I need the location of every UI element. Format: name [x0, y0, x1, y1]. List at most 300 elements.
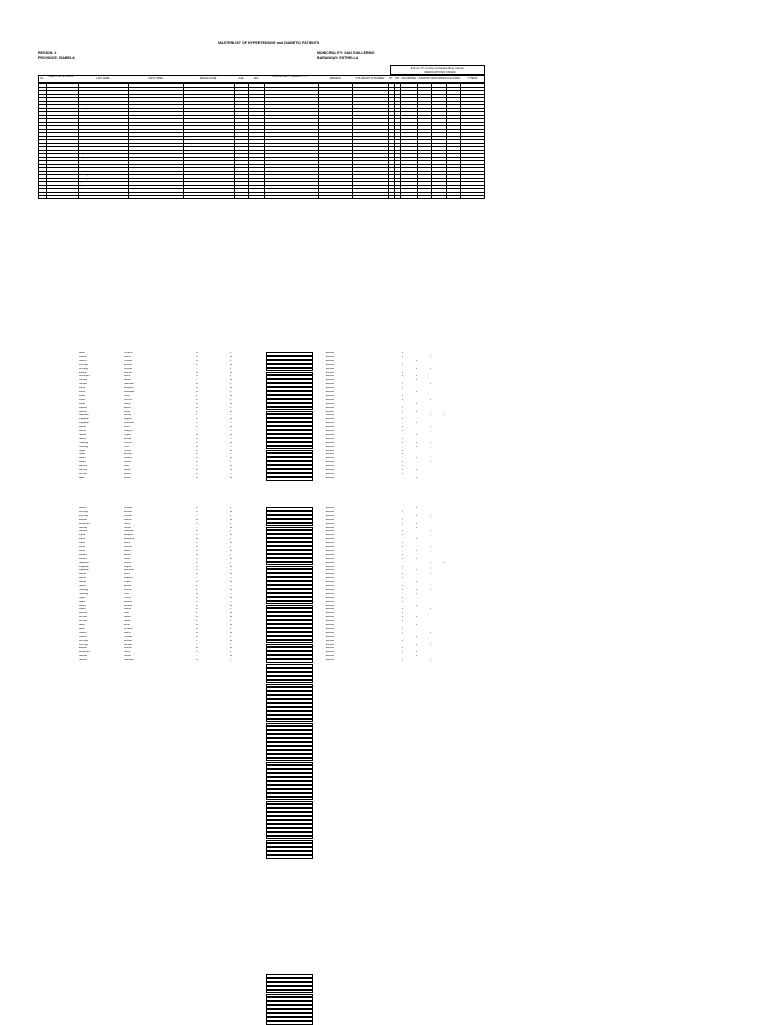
page2-address: Estrella [326, 394, 334, 397]
page2-middle-name: S [196, 410, 198, 413]
check-mark: x [389, 107, 391, 110]
row-rule [38, 171, 485, 172]
row-number: 6 [39, 100, 41, 103]
page2-middle-name: B [196, 437, 198, 440]
row-address: Estrella [322, 118, 330, 121]
municipality-label: MUNICIPALITY: SAN GUILLERMO [317, 51, 375, 55]
row-address: Estrella [322, 170, 330, 173]
page3-first-name: Editha [124, 553, 131, 556]
row-sex: F [253, 114, 255, 117]
check-mark: x [402, 355, 404, 358]
check-mark: x [402, 627, 404, 630]
row-dob: 09/30/1962 [285, 97, 297, 100]
check-mark: x [423, 118, 425, 121]
row-last-name: Natividad [79, 149, 89, 152]
page2-sex: M [230, 441, 232, 444]
page2-last-name: Ramos [79, 430, 87, 432]
page3-address: Estrella [326, 624, 334, 626]
row-address: Estrella [322, 149, 330, 152]
page3-sex: F [230, 627, 232, 630]
row-sex: F [253, 107, 255, 110]
page3-first-name: Teresita [124, 507, 133, 509]
row-number: 20 [39, 149, 42, 152]
page2-first-name: Rodolfo [124, 371, 132, 374]
page2-sex: M [230, 410, 232, 413]
page2-last-name: Valdez [79, 457, 86, 460]
page3-dob: 05/12/1957 [276, 565, 288, 568]
page2-address: Estrella [326, 472, 334, 475]
page3-first-name: Perla [124, 592, 130, 595]
row-last-name: Mariano [79, 146, 88, 149]
page3-last-name: Esteban [79, 647, 88, 650]
page3-middle-name: G [196, 553, 198, 556]
row-address: Estrella [322, 93, 330, 96]
page2-address: Estrella [326, 363, 334, 366]
page2-last-name: Ancheta [79, 472, 88, 475]
check-mark: x [395, 160, 397, 163]
row-address: Estrella [322, 188, 330, 191]
page2-sex: F [230, 375, 232, 378]
empty-dob-box [266, 855, 313, 859]
row-number: 7 [39, 104, 41, 107]
row-first-name: Erlinda [130, 170, 138, 173]
page3-dob: 01/08/1958 [276, 546, 288, 548]
page3-dob: 04/22/1963 [276, 585, 288, 587]
page3-address: Estrella [326, 596, 334, 599]
page3-dob: 10/11/1951 [276, 530, 288, 533]
page3-last-name: Santos [79, 585, 87, 587]
page3-last-name: Castillo [79, 507, 87, 509]
row-rule [38, 143, 485, 144]
row-last-name: Balisi [79, 90, 85, 93]
row-middle-name: Dumlao [185, 160, 193, 163]
page3-sex: F [230, 620, 232, 623]
page2-first-name: Jose [124, 465, 129, 468]
check-mark: x [402, 472, 404, 475]
row-sex: M [253, 181, 255, 184]
check-mark: x [389, 128, 391, 131]
row-address: Estrella [322, 97, 330, 100]
row-rule [38, 97, 485, 98]
page2-last-name: Esteban [79, 371, 88, 374]
row-last-name: Gamiao [79, 118, 88, 121]
page2-first-name: Perla [124, 445, 130, 448]
page3-sex: F [230, 608, 232, 611]
check-mark: x [416, 635, 418, 638]
page3-dob: 12/20/1959 [276, 569, 288, 572]
row-middle-name: Baquiran [185, 181, 195, 184]
page3-last-name: Gamiao [79, 655, 88, 658]
page3-middle-name: A [196, 608, 198, 611]
col-middle-name: MIDDLE NAME [199, 77, 217, 80]
page3-sex: M [230, 604, 232, 607]
row-dob: 08/06/1966 [285, 149, 297, 152]
page3-sex: F [230, 585, 232, 587]
page3-sex: F [230, 546, 232, 548]
page2-dob: 04/12/1958 [276, 469, 288, 471]
page3-dob: 08/06/1966 [276, 561, 288, 564]
col-philhealth: PHILHEALTH ID NUMBER [355, 77, 385, 80]
check-mark: x [406, 142, 408, 145]
page3-last-name: Fernandez [79, 522, 90, 525]
check-mark: x [402, 398, 404, 401]
page2-sex: M [230, 379, 232, 382]
row-address: Estrella [322, 146, 330, 149]
row-sex: F [253, 184, 255, 187]
row-sex: F [253, 170, 255, 173]
page3-middle-name: U [196, 565, 198, 568]
page3-middle-name: R [196, 549, 198, 552]
check-mark: x [430, 514, 432, 517]
row-address: Estrella [322, 177, 330, 180]
page3-last-name: Balisi [79, 624, 85, 626]
page2-last-name: Ibarra [79, 387, 86, 390]
row-rule [38, 115, 485, 116]
check-mark: x [437, 149, 439, 152]
page3-last-name: Santos [79, 581, 87, 584]
page2-address: Estrella [326, 426, 334, 429]
row-last-name: Santos [79, 170, 87, 173]
page2-address: Estrella [326, 422, 334, 425]
row-middle-name: Pascual [185, 104, 194, 107]
check-mark: x [430, 355, 432, 358]
page2-middle-name: A [196, 398, 198, 401]
row-number: 15 [39, 132, 42, 135]
row-dob: 08/17/1959 [285, 111, 297, 114]
row-address: Estrella [322, 191, 330, 194]
page2-first-name: Aurora [124, 414, 131, 417]
page3-sex: M [230, 565, 232, 568]
check-mark: x [402, 530, 404, 533]
check-mark: x [416, 469, 418, 471]
page2-address: Estrella [326, 410, 334, 413]
row-last-name: Pagaduan [79, 153, 90, 156]
row-sex: M [253, 195, 255, 198]
row-first-name: Honorio [130, 174, 139, 177]
page3-dob: 01/17/1958 [276, 592, 288, 595]
row-dob: 09/23/1956 [285, 132, 297, 135]
row-sex: M [253, 104, 255, 107]
check-mark: x [395, 107, 397, 110]
check-mark: x [416, 604, 418, 607]
row-first-name: Danilo [130, 139, 137, 142]
page2-dob-box [266, 477, 313, 481]
row-last-name: Ugale [79, 184, 86, 187]
row-sex: M [253, 132, 255, 135]
check-mark: x [423, 114, 425, 117]
row-middle-name: Bueno [185, 100, 192, 103]
row-dob: 06/14/1964 [285, 100, 297, 103]
check-mark: x [389, 160, 391, 163]
row-first-name: Editha [130, 142, 137, 145]
row-dob: 01/08/1958 [285, 135, 297, 138]
check-mark: x [430, 643, 432, 646]
row-first-name: Rosita [130, 86, 137, 89]
page2-first-name: Arturo [124, 426, 131, 429]
row-rule [38, 108, 485, 109]
col-dm: DM [395, 77, 399, 80]
page2-first-name: Remedios [124, 422, 135, 425]
page2-address: Estrella [326, 355, 334, 358]
row-middle-name: Alonzo [185, 191, 193, 194]
row-dob: 05/28/1948 [285, 118, 297, 121]
row-rule [38, 167, 485, 168]
check-mark: x [389, 142, 391, 145]
check-mark: x [402, 518, 404, 521]
page3-first-name: Remedios [124, 569, 135, 572]
row-middle-name: Pascua [185, 184, 193, 187]
page3-address: Estrella [326, 651, 334, 654]
row-sex: M [253, 188, 255, 191]
check-mark: x [389, 174, 391, 177]
row-number: 1 [39, 83, 41, 86]
row-middle-name: Mateo [185, 128, 192, 131]
page3-last-name: Balisi [79, 627, 85, 630]
page2-sex: M [230, 418, 232, 421]
row-last-name: Ancheta [79, 83, 88, 86]
page2-middle-name: U [196, 418, 198, 421]
page2-first-name: Natividad [124, 383, 134, 386]
page3-first-name: Rogelio [124, 565, 132, 568]
page3-first-name: Benjamin [124, 534, 134, 537]
check-mark: x [430, 546, 432, 548]
page3-middle-name: L [196, 588, 198, 591]
page3-middle-name: T [196, 526, 198, 529]
row-last-name: Zamora [79, 195, 87, 198]
page3-first-name: Ricardo [124, 604, 132, 607]
page2-address: Estrella [326, 449, 334, 452]
page2-dob: 07/22/1960 [276, 472, 288, 475]
check-mark: x [389, 163, 391, 166]
page3-middle-name: B [196, 635, 198, 638]
row-sex: M [253, 153, 255, 156]
check-mark: x [402, 534, 404, 537]
page2-first-name: Felipe [124, 410, 131, 413]
page2-first-name: Rogelio [124, 418, 132, 421]
check-mark: x [437, 160, 439, 163]
page3-middle-name: C [196, 569, 198, 572]
page2-dob: 08/19/1964 [276, 461, 288, 464]
page2-dob: 03/05/1961 [276, 375, 288, 378]
check-mark: x [406, 174, 408, 177]
page3-address: Estrella [326, 510, 334, 513]
page3-address: Estrella [326, 569, 334, 572]
page2-middle-name: D [196, 426, 198, 429]
row-address: Estrella [322, 142, 330, 145]
page3-address: Estrella [326, 635, 334, 638]
check-mark: x [389, 132, 391, 135]
page3-dob: 10/11/1951 [276, 659, 288, 662]
row-last-name: Ramos [79, 160, 87, 163]
page3-last-name: Ancheta [79, 620, 88, 623]
row-rule [38, 132, 485, 133]
check-mark: x [389, 181, 391, 184]
check-mark: x [402, 557, 404, 560]
page3-sex: M [230, 526, 232, 529]
page3-dob: 12/09/1953 [276, 514, 288, 517]
row-last-name: Pagaduan [79, 156, 90, 159]
page2-middle-name: C [196, 387, 198, 390]
page3-address: Estrella [326, 585, 334, 587]
check-mark: x [389, 170, 391, 173]
page2-middle-name: B [196, 449, 198, 452]
check-mark: x [416, 557, 418, 560]
row-last-name: Tabaniag [79, 174, 89, 177]
page3-last-name: Ancheta [79, 616, 88, 619]
page2-middle-name: P [196, 363, 198, 366]
row-rule [38, 118, 485, 119]
page3-middle-name: V [196, 612, 198, 615]
page2-sex: F [230, 391, 232, 393]
row-first-name: Rodolfo [130, 111, 138, 114]
page3-address: Estrella [326, 557, 334, 560]
row-sex: F [253, 156, 255, 159]
row-middle-name: Agbayani [185, 135, 195, 138]
row-dob: 01/25/1950 [285, 104, 297, 107]
check-mark: x [406, 146, 408, 149]
page2-last-name: Santos [79, 437, 87, 440]
page3-sex: F [230, 569, 232, 572]
page3-last-name: Valdez [79, 608, 86, 611]
page3-sex: F [230, 635, 232, 638]
page3-dob: 01/25/1950 [276, 639, 288, 642]
page3-middle-name: M [196, 592, 198, 595]
page3-middle-name: B [196, 585, 198, 587]
check-mark: x [402, 600, 404, 603]
check-mark: x [402, 430, 404, 432]
row-address: Estrella [322, 156, 330, 159]
row-rule [38, 188, 485, 189]
row-middle-name: Santos [185, 114, 193, 117]
row-first-name: Milagros [130, 163, 139, 166]
page2-last-name: Julian [79, 394, 86, 397]
page2-last-name: Zamora [79, 465, 87, 468]
page2-last-name: Balisi [79, 352, 85, 354]
check-mark: x [389, 90, 391, 93]
row-last-name: Gamiao [79, 121, 88, 124]
page2-middle-name: V [196, 465, 198, 468]
row-number: 25 [39, 167, 42, 170]
row-last-name: Lopez [79, 135, 86, 138]
row-last-name: Ugale [79, 181, 86, 184]
page2-middle-name: L [196, 472, 198, 475]
row-last-name: Balisi [79, 93, 85, 96]
row-sex: M [253, 111, 255, 114]
row-sex: M [253, 90, 255, 93]
page3-middle-name: T [196, 577, 198, 580]
row-rule [38, 157, 485, 158]
page3-first-name: Ernesto [124, 510, 132, 513]
row-dob: 05/07/1951 [285, 195, 297, 198]
check-mark: x [389, 149, 391, 152]
page2-first-name: Benjamin [124, 387, 134, 390]
page2-dob: 06/03/1950 [276, 449, 288, 452]
page2-last-name: Ibarra [79, 391, 86, 393]
row-number: 27 [39, 174, 42, 177]
page2-address: Estrella [326, 433, 334, 436]
page2-address: Estrella [326, 359, 334, 362]
page3-last-name: Gamiao [79, 659, 88, 662]
row-sex: F [253, 93, 255, 96]
row-first-name: Carmen [130, 135, 139, 138]
page3-address: Estrella [326, 620, 334, 623]
row-dob: 06/03/1950 [285, 181, 297, 184]
page2-dob: 08/06/1966 [276, 414, 288, 417]
check-mark: x [406, 170, 408, 173]
page2-last-name: Fernandez [79, 375, 90, 378]
check-mark: x [444, 561, 446, 564]
page2-first-name: Lourdes [124, 367, 133, 370]
page3-address: Estrella [326, 643, 334, 646]
page3-last-name: Domingo [79, 510, 89, 513]
row-address: Estrella [322, 163, 330, 166]
row-first-name: Pedro [130, 132, 137, 135]
page2-address: Estrella [326, 457, 334, 460]
check-mark: x [389, 177, 391, 180]
row-middle-name: Tomas [185, 118, 192, 121]
check-mark: x [389, 191, 391, 194]
page3-dob: 03/05/1961 [276, 522, 288, 525]
check-mark: x [416, 445, 418, 448]
page2-middle-name: G [196, 433, 198, 436]
page3-last-name: Tabaniag [79, 588, 89, 591]
check-mark: x [402, 522, 404, 525]
check-mark: x [402, 465, 404, 468]
page2-address: Estrella [326, 375, 334, 378]
check-mark: x [416, 457, 418, 460]
check-mark: x [402, 553, 404, 556]
row-middle-name: Soriano [185, 146, 193, 149]
page2-first-name: Ricardo [124, 457, 132, 460]
page2-sex: M [230, 402, 232, 405]
page2-last-name: Valdez [79, 461, 86, 464]
page3-first-name: Corazon [124, 627, 133, 630]
row-sex: F [253, 163, 255, 166]
check-mark: x [416, 507, 418, 509]
page3-middle-name: C [196, 534, 198, 537]
check-mark: x [402, 441, 404, 444]
page2-last-name: Tabaniag [79, 441, 89, 444]
page3-sex: F [230, 659, 232, 662]
check-mark: x [423, 128, 425, 131]
page3-address: Estrella [326, 534, 334, 537]
check-mark: x [416, 643, 418, 646]
row-address: Estrella [322, 132, 330, 135]
page3-middle-name: M [196, 647, 198, 650]
page2-sex: M [230, 371, 232, 374]
check-mark: x [389, 111, 391, 114]
row-rule [38, 195, 485, 196]
row-middle-name: Galang [185, 142, 193, 145]
row-number: 29 [39, 181, 42, 184]
page3-middle-name: G [196, 616, 198, 619]
region-label: REGION: 2 [38, 51, 57, 55]
check-mark: x [406, 135, 408, 138]
check-mark: x [395, 135, 397, 138]
page2-last-name: Ugale [79, 453, 86, 456]
row-address: Estrella [322, 100, 330, 103]
page2-last-name: Gamiao [79, 383, 88, 386]
page2-sex: F [230, 398, 232, 401]
page2-first-name: Nenita [124, 461, 131, 464]
row-number: 17 [39, 139, 42, 142]
page3-middle-name: M [196, 518, 198, 521]
page3-last-name: Fernandez [79, 651, 90, 654]
page3-address: Estrella [326, 577, 334, 580]
row-middle-name: Castro [185, 156, 192, 159]
check-mark: x [389, 118, 391, 121]
page2-dob: 09/23/1956 [276, 394, 288, 397]
